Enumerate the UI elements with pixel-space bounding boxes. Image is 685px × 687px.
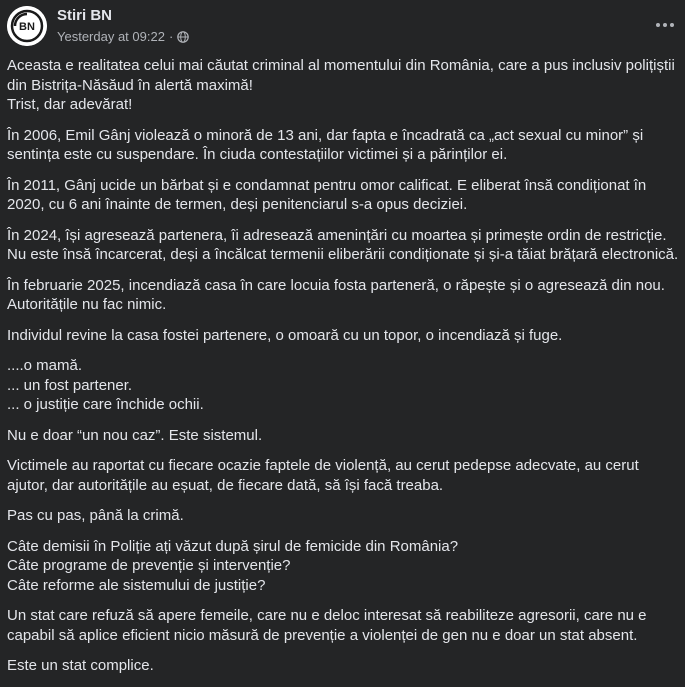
post-paragraph: Victimele au raportat cu fiecare ocazie faptele de violență, au cerut pedepse adecvate, au cerut ajutor, dar autoritățile au eșuat, de fiecare dată, să își facă treaba. xyxy=(7,457,639,494)
post-paragraph: În 2024, își agresează partenera, îi adresează amenințări cu moartea și primește ordin de restricție. Nu este însă încarcerat, deși a încălcat termenii eliberării condiționate și și-a tăiat brățară electronică. xyxy=(7,226,679,263)
post-paragraph: Câte demisii în Poliție ați văzut după șirul de femicide din România? Câte programe de prevenție și intervenție? Câte reforme ale sistemului de justiție? xyxy=(7,537,459,594)
post-paragraph: În 2011, Gânj ucide un bărbat și e condamnat pentru omor calificat. E eliberat însă condiționat în 2020, cu 6 ani înainte de termen, deși penitenciarul s-a opus deciziei. xyxy=(7,176,647,213)
post-paragraph: În 2006, Emil Gânj violează o minoră de 13 ani, dar fapta e încadrată ca „act sexual cu minor” și sentința este cu suspendare. În ciuda contestațiilor victimei și a părinților ei. xyxy=(7,126,644,163)
more-options-icon xyxy=(656,23,660,27)
post-meta xyxy=(57,29,189,45)
post-paragraph: Nu e doar “un nou caz”. Este sistemul. xyxy=(7,426,263,444)
post-timestamp[interactable]: Yesterday at 09:22 xyxy=(57,29,165,44)
page-name-link[interactable]: Stiri BN xyxy=(57,7,113,24)
post-paragraph: Un stat care refuză să apere femeile, care nu e deloc interesat să reabiliteze agresorii, care nu e capabil să aplice eficient nicio măsură de prevenție a violenței de gen nu e doar un stat absent. xyxy=(7,607,647,644)
post-header xyxy=(0,0,685,50)
post-paragraph: În februarie 2025, incendiază casa în care locuia fosta parteneră, o răpește și o agresează din nou. Autoritățile nu fac nimic. xyxy=(7,276,665,313)
globe-icon xyxy=(177,31,189,43)
meta-separator: · xyxy=(168,29,174,44)
svg-text:BN: BN xyxy=(19,21,35,33)
post-paragraph: ....o mamă. ... un fost partener. ... o justiție care închide ochii. xyxy=(7,357,204,413)
more-options-button[interactable] xyxy=(650,10,680,40)
post-paragraph: Este un stat complice. xyxy=(7,657,154,674)
post-content xyxy=(7,56,681,687)
post-paragraph: Pas cu pas, până la crimă. xyxy=(7,507,184,524)
post-paragraph: Aceasta e realitatea celui mai căutat criminal al momentului din România, care a pus inclusiv polițiștii din Bistrița-Năsăud în alertă maximă! Trist, dar adevărat! xyxy=(7,57,675,113)
post-paragraph: Individul revine la casa fostei partenere, o omoară cu un topor, o incendiază și fuge. xyxy=(7,326,563,344)
page-logo xyxy=(7,6,47,46)
avatar[interactable] xyxy=(7,6,47,46)
